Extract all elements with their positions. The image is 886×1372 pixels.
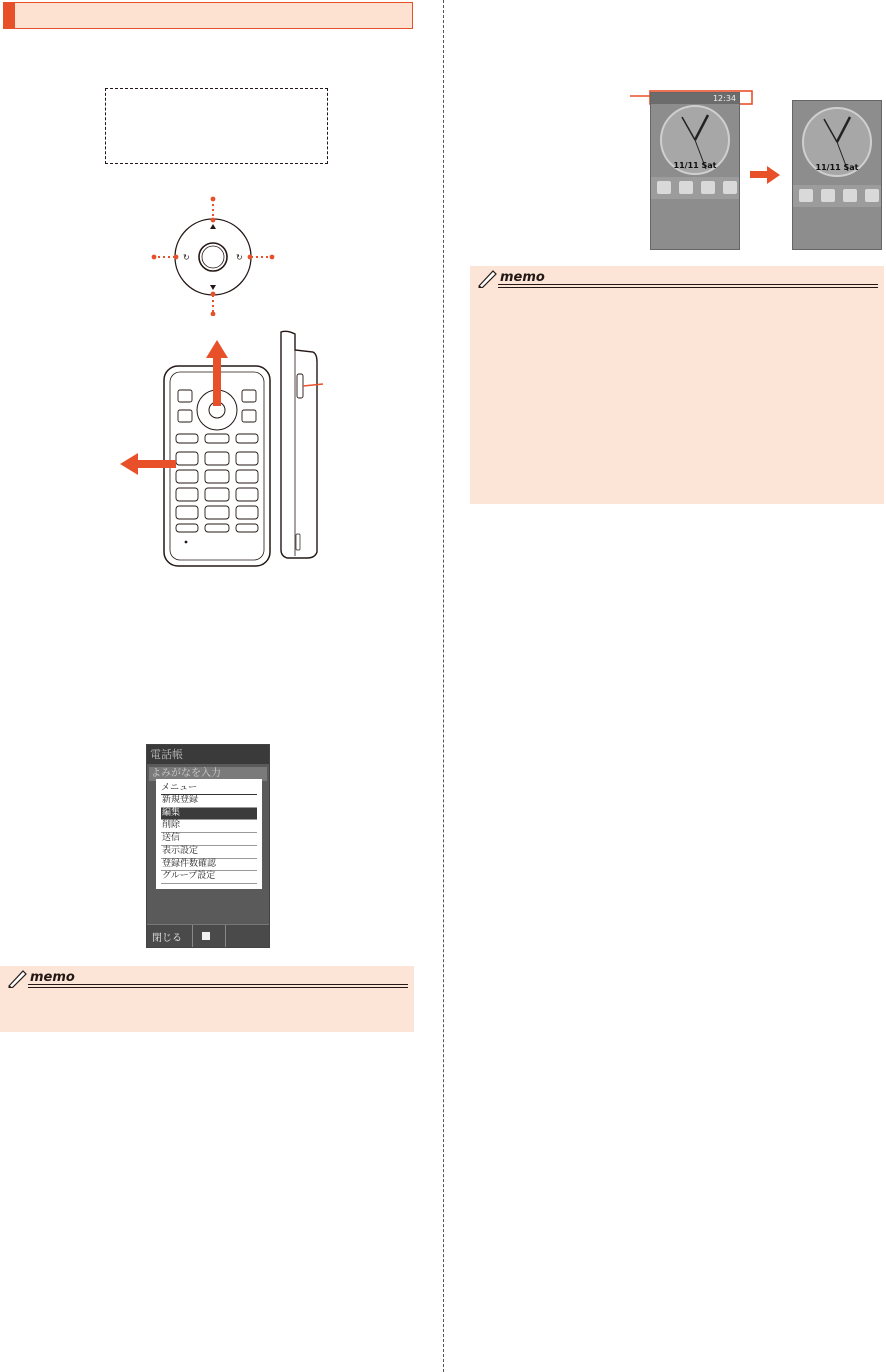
center-key [199,243,227,271]
news-app-icon[interactable] [821,189,835,202]
search-input[interactable]: よみがなを入力 [149,767,267,781]
memo-box-right [470,266,884,504]
clock-widget-2 [802,107,872,177]
screen-title: 電話帳 [147,745,269,764]
menu-item-delete[interactable]: 削除 [161,820,257,833]
svg-text:↻: ↻ [183,253,190,262]
phonebook-screen [146,744,270,948]
app-dock-2 [793,185,881,207]
column-divider [443,0,444,1372]
pencil-icon [6,968,28,988]
memo-header [6,968,408,988]
pencil-icon [476,268,498,288]
memo-header [476,268,878,288]
menu-item-new[interactable]: 新規登録 [161,795,257,808]
weather-app-icon[interactable] [657,181,671,194]
transit-app-icon[interactable] [723,181,737,194]
transit-app-icon[interactable] [865,189,879,202]
app-dock [651,177,739,199]
placeholder-box [105,88,328,164]
section-header-tab [4,3,15,28]
phone-front-illustration [118,330,273,572]
section-header-bar [3,2,413,29]
weather-app-icon[interactable] [799,189,813,202]
svg-text:↻: ↻ [236,253,243,262]
home-screen-before [650,92,740,250]
transition-arrow-icon [750,166,780,184]
center-softkey-icon[interactable] [202,932,210,940]
menu-item-send[interactable]: 送信 [161,833,257,846]
fortune-app-icon[interactable] [701,181,715,194]
clock-date: 11/11 Sat [673,161,717,170]
memo-box-left [0,966,414,1032]
clock-date-2: 11/11 Sat [815,163,859,172]
memo-label: memo [500,270,545,285]
left-slide-arrow-icon [120,453,138,475]
menu-item-group-settings[interactable]: グループ設定 [161,871,257,884]
menu-item-edit[interactable]: 編集 [161,808,257,821]
clock-widget [660,105,730,175]
memo-label: memo [30,970,75,985]
news-app-icon[interactable] [679,181,693,194]
menu-popup [156,779,262,889]
menu-title: メニュー [161,783,257,795]
home-screen-after [792,100,882,250]
close-softkey[interactable]: 閉じる [152,933,182,944]
softkey-bar [147,924,269,947]
direction-key-diagram [150,194,275,316]
fortune-app-icon[interactable] [843,189,857,202]
status-bar [651,93,739,104]
menu-item-count[interactable]: 登録件数確認 [161,859,257,872]
menu-item-display-settings[interactable]: 表示設定 [161,846,257,859]
phone-side-illustration [273,330,333,562]
status-time: 12:34 [712,94,736,103]
up-slide-arrow-icon [206,340,228,358]
